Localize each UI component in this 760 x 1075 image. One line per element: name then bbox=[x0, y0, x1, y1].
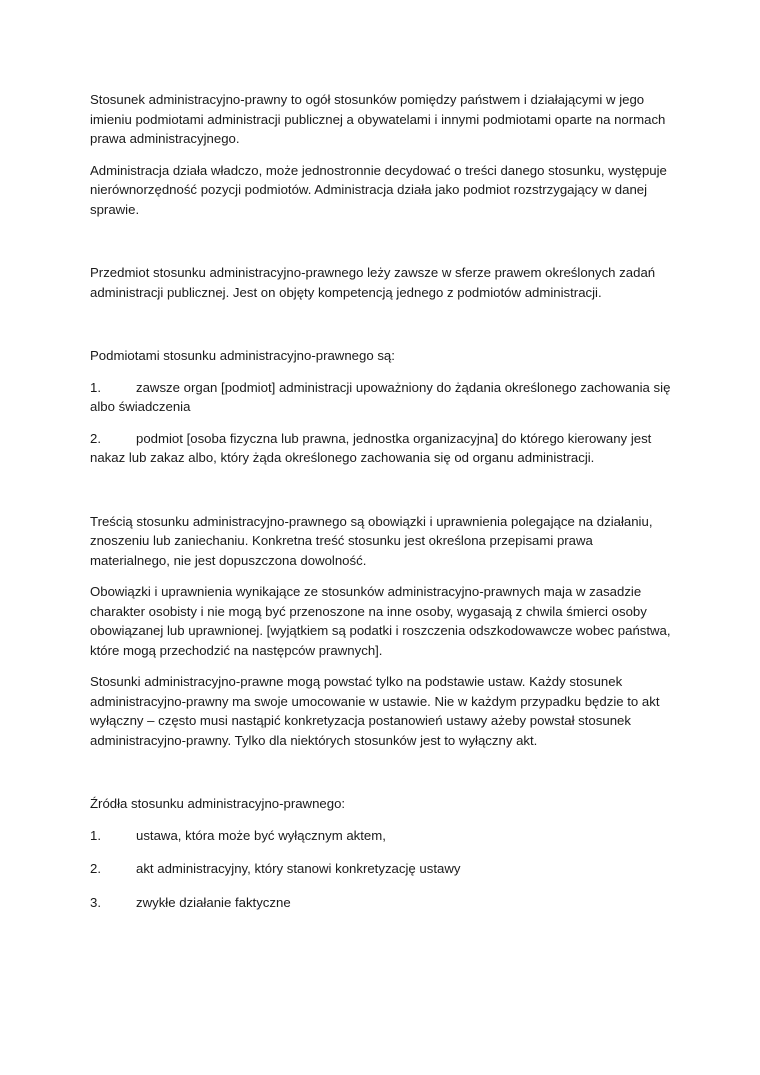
sources-heading: Źródła stosunku administracyjno-prawnego: bbox=[90, 796, 346, 811]
list-number: 2. bbox=[90, 430, 101, 446]
list-text: ustawa, która może być wyłącznym aktem, bbox=[136, 827, 386, 843]
list-text: zawsze organ [podmiot] administracji upoważniony do żądania określonego zachowania się albo świadczenia bbox=[90, 379, 671, 414]
subjects-heading: Podmiotami stosunku administracyjno-prawnego są: bbox=[90, 348, 395, 363]
list-item bbox=[90, 826, 675, 846]
spacer bbox=[90, 314, 675, 346]
list-item bbox=[90, 893, 675, 913]
spacer bbox=[90, 762, 675, 794]
paragraph-definition: Stosunek administracyjno-prawny to ogół stosunków pomiędzy państwem i działającymi w jego imieniu podmiotami administracji publicznej a obywatelami i innymi podmiotami oparte na normach prawa administracyjnego. bbox=[90, 92, 666, 146]
spacer bbox=[90, 231, 675, 263]
list-item bbox=[90, 429, 675, 468]
list-number: 1. bbox=[90, 379, 101, 395]
list-item bbox=[90, 378, 675, 417]
document-body bbox=[90, 90, 675, 926]
paragraph-content: Treścią stosunku administracyjno-prawnego są obowiązki i uprawnienia polegające na działaniu, znoszeniu lub zaniechaniu. Konkretna treść stosunku jest określona przepisami prawa materialnego, nie jest dopuszczona dowolność. bbox=[90, 513, 653, 568]
list-text: podmiot [osoba fizyczna lub prawna, jednostka organizacyjna] do którego kierowany jest nakaz lub zakaz albo, który żąda określonego zachowania się od organu administracji. bbox=[90, 430, 652, 465]
list-item bbox=[90, 859, 675, 879]
list-number: 3. bbox=[90, 894, 101, 910]
list-text: akt administracyjny, który stanowi konkretyzację ustawy bbox=[136, 861, 461, 876]
paragraph-authority: Administracja działa władczo, może jednostronnie decydować o treści danego stosunku, występuje nierównorzędność pozycji podmiotów. Administracja działa jako podmiot rozstrzygający w danej sprawie. bbox=[90, 162, 667, 217]
list-text: zwykłe działanie faktyczne bbox=[136, 894, 291, 910]
spacer bbox=[90, 480, 675, 512]
paragraph-obligations: Obowiązki i uprawnienia wynikające ze stosunków administracyjno-prawnych maja w zasadzie charakter osobisty i nie mogą być przenoszone na inne osoby, wygasają z chwila śmierci osoby obowiązanej lub uprawnionej. [wyjątkiem są podatki i roszczenia odszkodowawcze wobec państwa, które mogą przechodzić na następców prawnych]. bbox=[90, 584, 671, 658]
paragraph-statutes: Stosunki administracyjno-prawne mogą powstać tylko na podstawie ustaw. Każdy stosunek administracyjno-prawny ma swoje umocowanie w ustawie. Nie w każdym przypadku będzie to akt wyłączny – często musi nastąpić konkretyzacja postanowień ustawy ażeby powstał stosunek administracyjno-prawny. Tylko dla niektórych stosunków jest to wyłączny akt. bbox=[90, 674, 660, 748]
list-number: 1. bbox=[90, 827, 101, 843]
paragraph-subject-matter: Przedmiot stosunku administracyjno-prawnego leży zawsze w sferze prawem określonych zadań administracji publicznej. Jest on objęty kompetencją jednego z podmiotów administracji. bbox=[90, 265, 656, 300]
list-number: 2. bbox=[90, 861, 101, 876]
